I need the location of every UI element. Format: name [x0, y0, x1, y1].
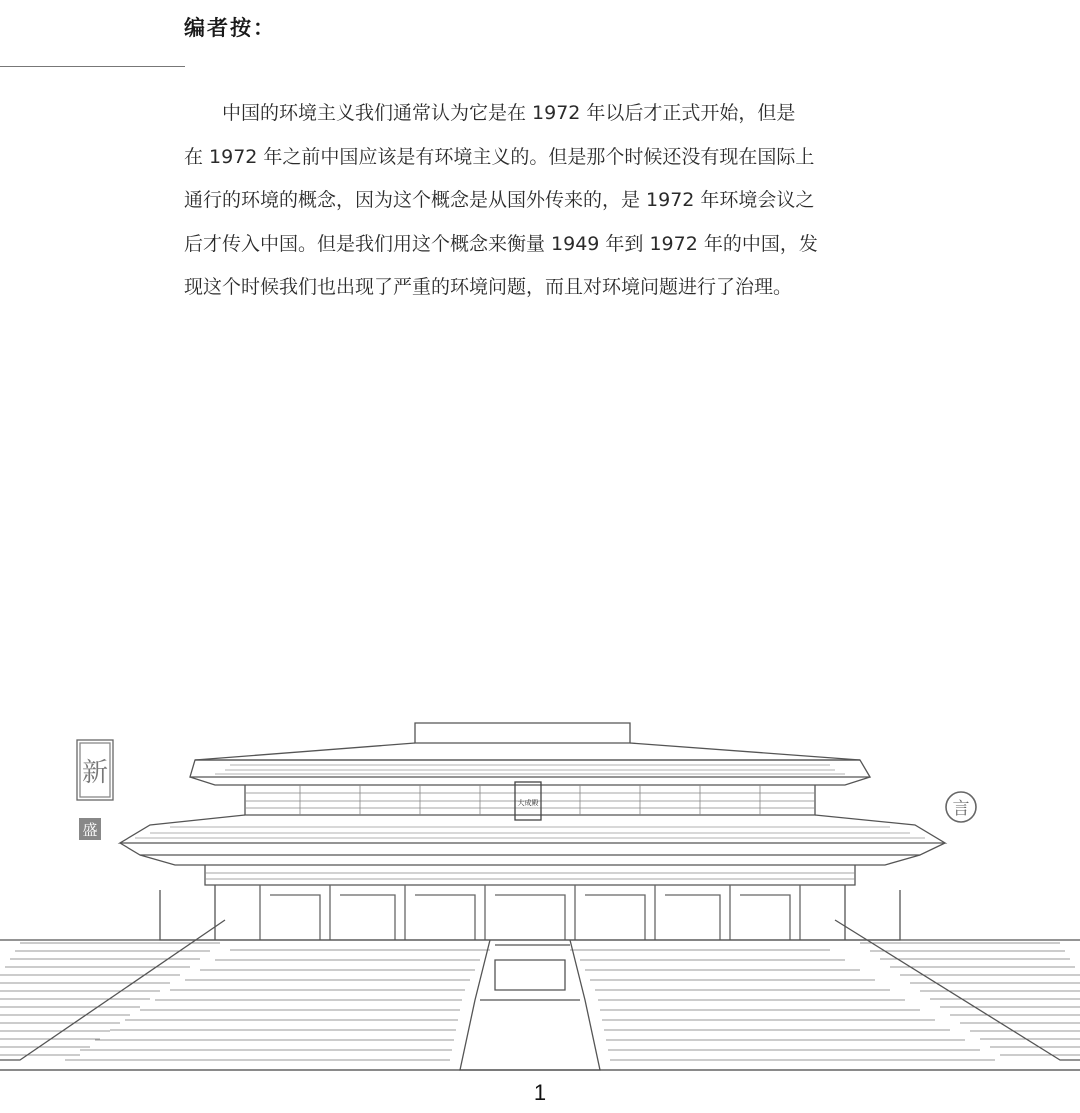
seal-stamp-right	[946, 792, 976, 822]
heading-divider	[0, 66, 185, 67]
body-line: 现这个时候我们也出现了严重的环境问题，而且对环境问题进行了治理。	[184, 276, 793, 298]
body-line: 通行的环境的概念，因为这个概念是从国外传来的，是 1972 年环境会议之	[184, 189, 815, 211]
plaque-text: 大成殿	[517, 799, 539, 807]
body-line: 中国的环境主义我们通常认为它是在 1972 年以后才正式开始，但是	[184, 102, 796, 124]
body-line: 在 1972 年之前中国应该是有环境主义的。但是那个时候还没有现在国际上	[184, 145, 815, 168]
page-number: 1	[533, 1080, 547, 1105]
seal-left-top-text: 新	[81, 758, 109, 788]
hall-plaque	[515, 782, 541, 820]
temple-hall-illustration	[0, 715, 1080, 1080]
seal-left-bottom-text: 盛	[82, 821, 98, 839]
body-line: 后才传入中国。但是我们用这个概念来衡量 1949 年到 1972 年的中国，发	[184, 232, 818, 255]
editor-note-body	[184, 92, 896, 310]
editor-note-heading: 编者按：	[184, 16, 276, 40]
seal-stamp-left	[77, 740, 113, 840]
seal-right-text: 言	[952, 799, 970, 819]
